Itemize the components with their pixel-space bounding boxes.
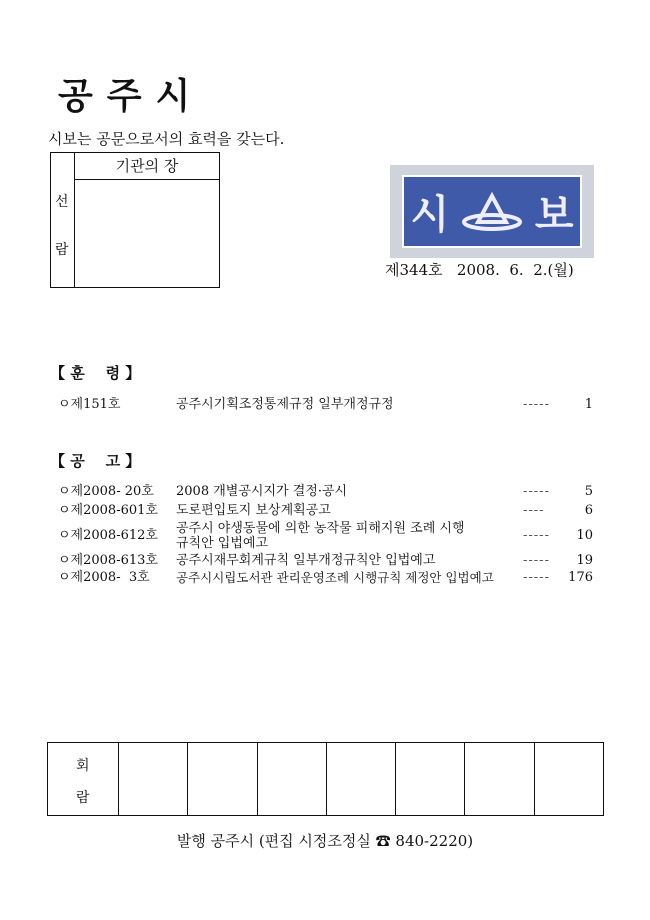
issue-info: 제344호 2008. 6. 2.(월)	[385, 261, 574, 279]
item-page: 176	[568, 570, 593, 585]
logo-left: 시	[410, 192, 450, 238]
item-leader: -----	[523, 570, 550, 585]
item-leader: ----	[523, 503, 545, 518]
item-number: ㅇ제2008- 20호	[58, 484, 154, 499]
signature-cell	[119, 743, 188, 815]
signature-cell	[465, 743, 534, 815]
signature-cell	[327, 743, 396, 815]
item-title: 공주시재무회계규칙 일부개정규칙안 입법예고	[176, 553, 436, 568]
signature-cell	[188, 743, 257, 815]
circ-label-2: 람	[76, 790, 90, 806]
logo-right: 보	[534, 192, 574, 238]
review-side-2: 람	[55, 242, 69, 258]
list-item[interactable]	[58, 521, 593, 551]
item-leader: -----	[523, 553, 550, 568]
item-title: 2008 개별공시지가 결정·공시	[176, 484, 348, 499]
item-title: 도로편입토지 보상계획공고	[176, 503, 331, 518]
city-title: 공주시	[58, 76, 205, 117]
circulation-table	[47, 742, 604, 816]
item-title: 공주시기획조정통제규정 일부개정규정	[176, 397, 394, 412]
item-page: 1	[584, 397, 593, 412]
signature-cell	[258, 743, 327, 815]
circ-label-1: 회	[76, 758, 90, 774]
item-number: ㅇ제2008-613호	[58, 553, 158, 568]
item-leader: -----	[523, 528, 550, 543]
review-head: 기관의 장	[75, 153, 219, 180]
item-page: 19	[576, 553, 593, 568]
item-number: ㅇ제2008-601호	[58, 503, 158, 518]
signature-cell	[535, 743, 603, 815]
section-title: 【 훈 령 】	[50, 364, 141, 382]
signature-cell	[396, 743, 465, 815]
item-page: 5	[584, 484, 593, 499]
item-page: 10	[576, 528, 593, 543]
review-side-1: 선	[55, 194, 69, 210]
item-leader: -----	[523, 484, 550, 499]
item-number: ㅇ제2008- 3호	[58, 570, 150, 585]
gazette-logo	[390, 165, 594, 258]
item-page: 6	[584, 503, 593, 518]
section-title: 【 공 고 】	[50, 452, 141, 470]
item-title: 공주시시립도서관 관리운영조례 시행규칙 제정안 입법예고	[176, 570, 494, 585]
effect-note: 시보는 공문으로서의 효력을 갖는다.	[48, 130, 285, 148]
item-number: ㅇ제151호	[58, 397, 121, 412]
item-number: ㅇ제2008-612호	[58, 528, 158, 543]
item-leader: -----	[523, 397, 550, 412]
publisher-footer: 발행 공주시 (편집 시정조정실 ☎ 840-2220)	[176, 832, 474, 850]
review-box	[50, 152, 220, 288]
item-title: 공주시 야생동물에 의한 농작물 피해지원 조례 시행규칙안 입법예고	[176, 521, 465, 551]
logo-emblem-icon	[462, 192, 522, 232]
